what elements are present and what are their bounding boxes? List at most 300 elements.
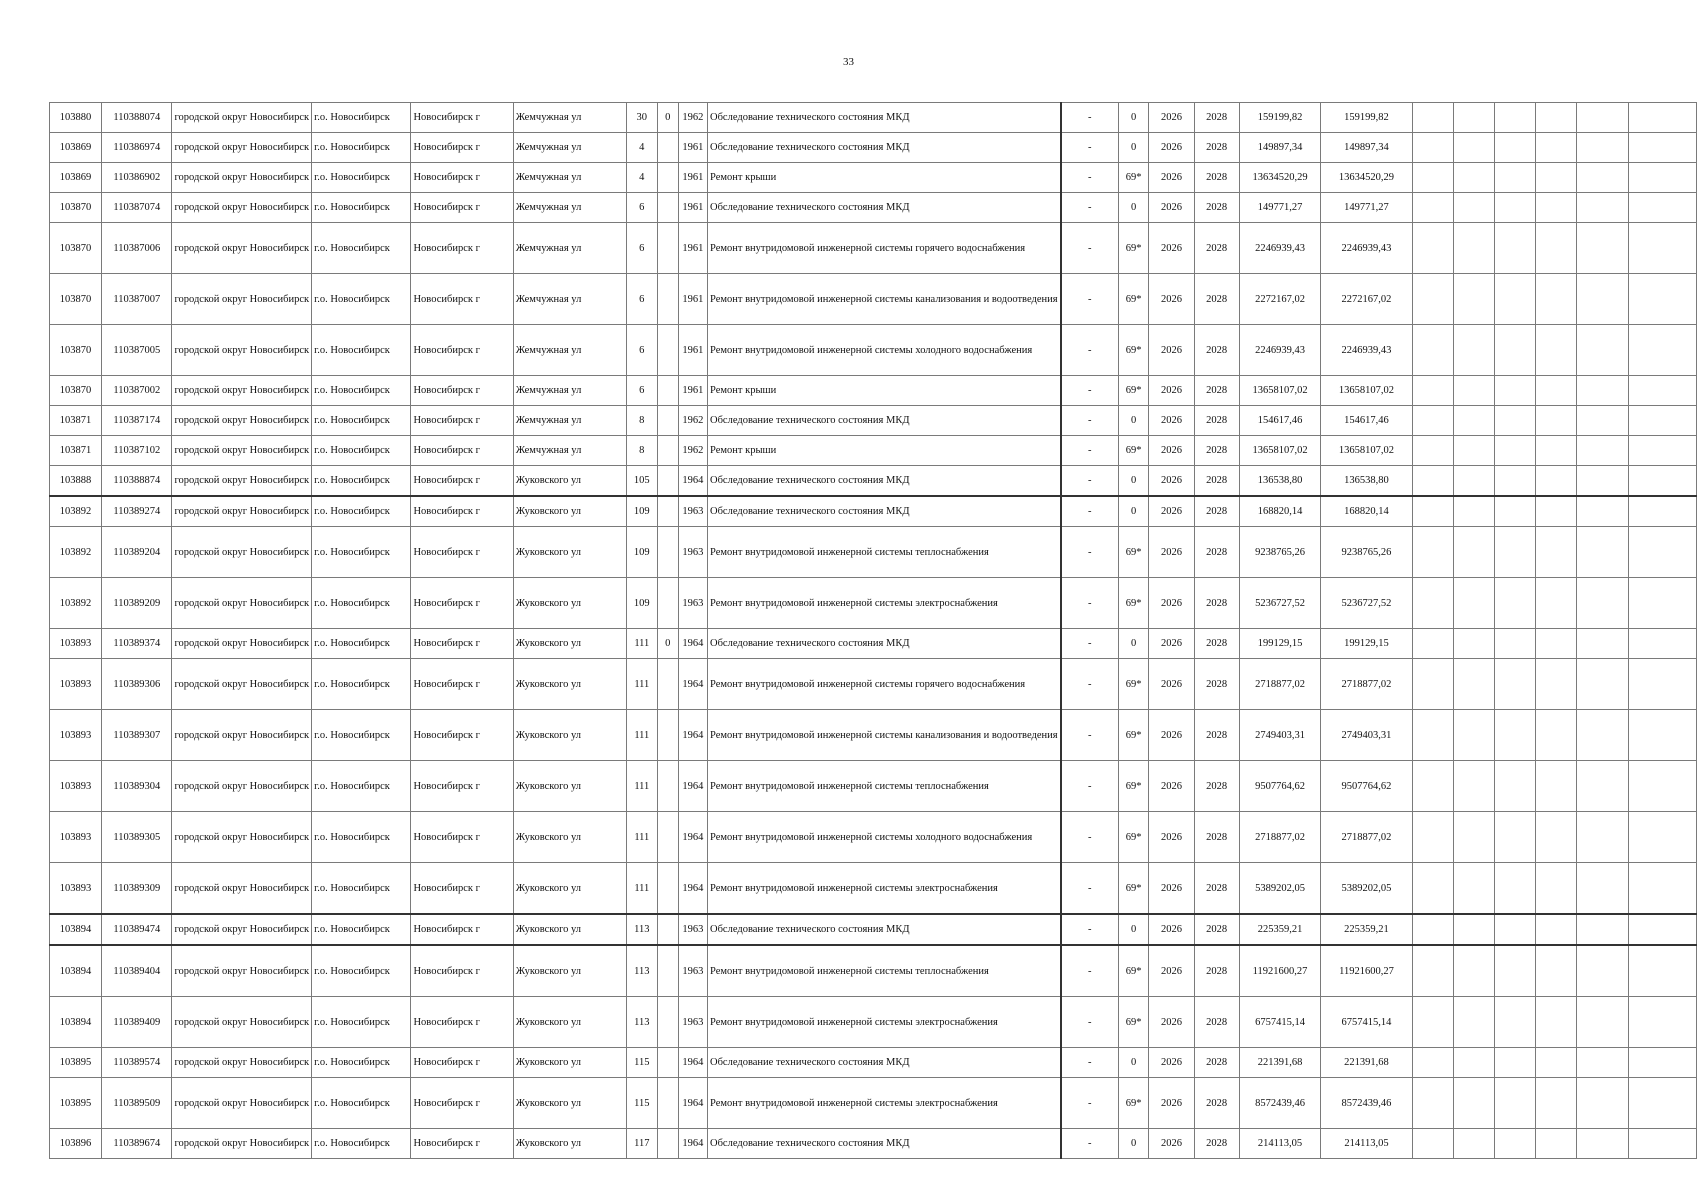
empty-cell: [1412, 325, 1453, 376]
end-year: 2028: [1194, 133, 1239, 163]
end-year: 2028: [1194, 163, 1239, 193]
city: Новосибирск г: [411, 133, 513, 163]
start-year: 2026: [1149, 914, 1194, 945]
building-number: [657, 659, 678, 710]
work-code: 110389509: [102, 1078, 172, 1129]
empty-cell: [1629, 710, 1697, 761]
work-type: Ремонт внутридомовой инженерной системы электроснабжения: [708, 1078, 1061, 1129]
empty-cell: [1453, 1048, 1494, 1078]
city: Новосибирск г: [411, 863, 513, 915]
street: Жемчужная ул: [513, 223, 626, 274]
total-cost: 214113,05: [1321, 1129, 1412, 1159]
street: Жуковского ул: [513, 863, 626, 915]
empty-cell: [1576, 436, 1629, 466]
empty-cell: [1535, 1129, 1576, 1159]
empty-cell: [1453, 914, 1494, 945]
end-year: 2028: [1194, 466, 1239, 497]
start-year: 2026: [1149, 466, 1194, 497]
build-year: 1964: [678, 1129, 707, 1159]
house-number: 117: [627, 1129, 658, 1159]
district: городской округ Новосибирск: [172, 496, 312, 527]
district: городской округ Новосибирск: [172, 1129, 312, 1159]
build-year: 1961: [678, 193, 707, 223]
empty-cell: [1535, 163, 1576, 193]
district: городской округ Новосибирск: [172, 659, 312, 710]
empty-cell: [1576, 193, 1629, 223]
house-number: 115: [627, 1048, 658, 1078]
start-year: 2026: [1149, 1048, 1194, 1078]
start-year: 2026: [1149, 133, 1194, 163]
empty-cell: [1453, 466, 1494, 497]
empty-cell: [1453, 103, 1494, 133]
empty-cell: [1412, 1078, 1453, 1129]
empty-cell: [1412, 527, 1453, 578]
dash-cell: -: [1061, 1129, 1119, 1159]
table-row: [50, 629, 1697, 659]
city: Новосибирск г: [411, 406, 513, 436]
building-number: 0: [657, 629, 678, 659]
empty-cell: [1576, 1129, 1629, 1159]
total-cost: 13658107,02: [1321, 436, 1412, 466]
total-cost: 2749403,31: [1321, 710, 1412, 761]
wear-percent: 69*: [1118, 945, 1149, 997]
build-year: 1962: [678, 436, 707, 466]
cost: 8572439,46: [1239, 1078, 1321, 1129]
work-code: 110389307: [102, 710, 172, 761]
build-year: 1963: [678, 945, 707, 997]
start-year: 2026: [1149, 812, 1194, 863]
empty-cell: [1576, 466, 1629, 497]
total-cost: 13658107,02: [1321, 376, 1412, 406]
empty-cell: [1412, 659, 1453, 710]
table-row: [50, 133, 1697, 163]
build-year: 1964: [678, 710, 707, 761]
street: Жуковского ул: [513, 629, 626, 659]
empty-cell: [1629, 914, 1697, 945]
empty-cell: [1629, 163, 1697, 193]
table-row: [50, 325, 1697, 376]
empty-cell: [1535, 761, 1576, 812]
wear-percent: 0: [1118, 914, 1149, 945]
row-id: 103880: [50, 103, 102, 133]
total-cost: 199129,15: [1321, 629, 1412, 659]
city: Новосибирск г: [411, 578, 513, 629]
end-year: 2028: [1194, 274, 1239, 325]
empty-cell: [1576, 659, 1629, 710]
empty-cell: [1535, 103, 1576, 133]
build-year: 1961: [678, 376, 707, 406]
end-year: 2028: [1194, 863, 1239, 915]
city: Новосибирск г: [411, 496, 513, 527]
empty-cell: [1412, 812, 1453, 863]
empty-cell: [1453, 325, 1494, 376]
total-cost: 6757415,14: [1321, 997, 1412, 1048]
empty-cell: [1576, 163, 1629, 193]
build-year: 1964: [678, 863, 707, 915]
empty-cell: [1629, 1048, 1697, 1078]
row-id: 103870: [50, 274, 102, 325]
dash-cell: -: [1061, 193, 1119, 223]
build-year: 1964: [678, 812, 707, 863]
total-cost: 2272167,02: [1321, 274, 1412, 325]
house-number: 8: [627, 436, 658, 466]
wear-percent: 69*: [1118, 274, 1149, 325]
wear-percent: 69*: [1118, 436, 1149, 466]
empty-cell: [1453, 376, 1494, 406]
city: Новосибирск г: [411, 629, 513, 659]
district: городской округ Новосибирск: [172, 274, 312, 325]
empty-cell: [1576, 406, 1629, 436]
dash-cell: -: [1061, 223, 1119, 274]
row-id: 103893: [50, 761, 102, 812]
house-number: 105: [627, 466, 658, 497]
work-type: Обследование технического состояния МКД: [708, 629, 1061, 659]
empty-cell: [1576, 710, 1629, 761]
total-cost: 159199,82: [1321, 103, 1412, 133]
row-id: 103895: [50, 1048, 102, 1078]
municipal-okrug: г.о. Новосибирск: [312, 1078, 411, 1129]
empty-cell: [1535, 133, 1576, 163]
wear-percent: 69*: [1118, 578, 1149, 629]
district: городской округ Новосибирск: [172, 945, 312, 997]
row-id: 103892: [50, 578, 102, 629]
cost: 9507764,62: [1239, 761, 1321, 812]
district: городской округ Новосибирск: [172, 997, 312, 1048]
house-number: 113: [627, 914, 658, 945]
empty-cell: [1494, 436, 1535, 466]
wear-percent: 0: [1118, 1129, 1149, 1159]
build-year: 1964: [678, 466, 707, 497]
empty-cell: [1453, 659, 1494, 710]
table-row: [50, 376, 1697, 406]
total-cost: 2246939,43: [1321, 223, 1412, 274]
city: Новосибирск г: [411, 997, 513, 1048]
end-year: 2028: [1194, 1129, 1239, 1159]
street: Жуковского ул: [513, 812, 626, 863]
row-id: 103893: [50, 659, 102, 710]
row-id: 103894: [50, 945, 102, 997]
district: городской округ Новосибирск: [172, 527, 312, 578]
empty-cell: [1412, 1048, 1453, 1078]
empty-cell: [1629, 406, 1697, 436]
work-type: Ремонт внутридомовой инженерной системы холодного водоснабжения: [708, 325, 1061, 376]
district: городской округ Новосибирск: [172, 133, 312, 163]
work-code: 110389574: [102, 1048, 172, 1078]
district: городской округ Новосибирск: [172, 1078, 312, 1129]
municipal-okrug: г.о. Новосибирск: [312, 527, 411, 578]
street: Жемчужная ул: [513, 103, 626, 133]
table-row: [50, 163, 1697, 193]
empty-cell: [1535, 436, 1576, 466]
empty-cell: [1494, 914, 1535, 945]
empty-cell: [1535, 466, 1576, 497]
municipal-okrug: г.о. Новосибирск: [312, 436, 411, 466]
cost: 6757415,14: [1239, 997, 1321, 1048]
start-year: 2026: [1149, 163, 1194, 193]
work-code: 110386902: [102, 163, 172, 193]
building-number: [657, 274, 678, 325]
empty-cell: [1629, 436, 1697, 466]
empty-cell: [1629, 997, 1697, 1048]
street: Жемчужная ул: [513, 406, 626, 436]
table-row: [50, 578, 1697, 629]
dash-cell: -: [1061, 325, 1119, 376]
house-number: 111: [627, 659, 658, 710]
build-year: 1963: [678, 578, 707, 629]
row-id: 103895: [50, 1078, 102, 1129]
municipal-okrug: г.о. Новосибирск: [312, 578, 411, 629]
end-year: 2028: [1194, 436, 1239, 466]
city: Новосибирск г: [411, 376, 513, 406]
row-id: 103893: [50, 629, 102, 659]
city: Новосибирск г: [411, 223, 513, 274]
build-year: 1963: [678, 496, 707, 527]
house-number: 111: [627, 812, 658, 863]
city: Новосибирск г: [411, 325, 513, 376]
building-number: [657, 163, 678, 193]
municipal-okrug: г.о. Новосибирск: [312, 629, 411, 659]
building-number: [657, 1129, 678, 1159]
dash-cell: -: [1061, 436, 1119, 466]
district: городской округ Новосибирск: [172, 376, 312, 406]
empty-cell: [1576, 1048, 1629, 1078]
work-type: Обследование технического состояния МКД: [708, 103, 1061, 133]
empty-cell: [1453, 710, 1494, 761]
empty-cell: [1576, 629, 1629, 659]
cost: 225359,21: [1239, 914, 1321, 945]
work-code: 110387005: [102, 325, 172, 376]
work-type: Ремонт внутридомовой инженерной системы теплоснабжения: [708, 761, 1061, 812]
work-code: 110389274: [102, 496, 172, 527]
empty-cell: [1629, 466, 1697, 497]
build-year: 1963: [678, 997, 707, 1048]
cost: 2718877,02: [1239, 812, 1321, 863]
empty-cell: [1494, 1129, 1535, 1159]
city: Новосибирск г: [411, 193, 513, 223]
build-year: 1964: [678, 1078, 707, 1129]
house-number: 6: [627, 193, 658, 223]
empty-cell: [1535, 223, 1576, 274]
row-id: 103894: [50, 997, 102, 1048]
empty-cell: [1494, 945, 1535, 997]
house-number: 109: [627, 496, 658, 527]
empty-cell: [1576, 223, 1629, 274]
work-code: 110389306: [102, 659, 172, 710]
work-code: 110387102: [102, 436, 172, 466]
end-year: 2028: [1194, 710, 1239, 761]
total-cost: 5389202,05: [1321, 863, 1412, 915]
work-code: 110389309: [102, 863, 172, 915]
municipal-okrug: г.о. Новосибирск: [312, 496, 411, 527]
table-row: [50, 496, 1697, 527]
building-number: 0: [657, 103, 678, 133]
work-type: Ремонт внутридомовой инженерной системы электроснабжения: [708, 997, 1061, 1048]
wear-percent: 69*: [1118, 812, 1149, 863]
dash-cell: -: [1061, 997, 1119, 1048]
municipal-okrug: г.о. Новосибирск: [312, 945, 411, 997]
house-number: 30: [627, 103, 658, 133]
empty-cell: [1576, 914, 1629, 945]
empty-cell: [1453, 436, 1494, 466]
empty-cell: [1494, 629, 1535, 659]
cost: 13658107,02: [1239, 436, 1321, 466]
empty-cell: [1494, 406, 1535, 436]
empty-cell: [1535, 325, 1576, 376]
wear-percent: 69*: [1118, 863, 1149, 915]
street: Жуковского ул: [513, 997, 626, 1048]
street: Жуковского ул: [513, 578, 626, 629]
empty-cell: [1576, 274, 1629, 325]
build-year: 1961: [678, 163, 707, 193]
empty-cell: [1494, 997, 1535, 1048]
cost: 2749403,31: [1239, 710, 1321, 761]
empty-cell: [1535, 406, 1576, 436]
table-row: [50, 103, 1697, 133]
empty-cell: [1494, 193, 1535, 223]
cost: 154617,46: [1239, 406, 1321, 436]
page-number: 33: [843, 56, 854, 68]
empty-cell: [1629, 496, 1697, 527]
start-year: 2026: [1149, 436, 1194, 466]
total-cost: 5236727,52: [1321, 578, 1412, 629]
work-code: 110388874: [102, 466, 172, 497]
total-cost: 149897,34: [1321, 133, 1412, 163]
empty-cell: [1412, 406, 1453, 436]
end-year: 2028: [1194, 527, 1239, 578]
empty-cell: [1412, 761, 1453, 812]
build-year: 1963: [678, 527, 707, 578]
house-number: 8: [627, 406, 658, 436]
work-code: 110387174: [102, 406, 172, 436]
municipal-okrug: г.о. Новосибирск: [312, 1048, 411, 1078]
empty-cell: [1535, 659, 1576, 710]
district: городской округ Новосибирск: [172, 193, 312, 223]
dash-cell: -: [1061, 103, 1119, 133]
cost: 149897,34: [1239, 133, 1321, 163]
end-year: 2028: [1194, 376, 1239, 406]
empty-cell: [1453, 193, 1494, 223]
start-year: 2026: [1149, 1129, 1194, 1159]
empty-cell: [1629, 325, 1697, 376]
cost: 13658107,02: [1239, 376, 1321, 406]
dash-cell: -: [1061, 945, 1119, 997]
district: городской округ Новосибирск: [172, 863, 312, 915]
empty-cell: [1412, 376, 1453, 406]
building-number: [657, 761, 678, 812]
district: городской округ Новосибирск: [172, 578, 312, 629]
empty-cell: [1494, 163, 1535, 193]
empty-cell: [1576, 527, 1629, 578]
empty-cell: [1576, 133, 1629, 163]
dash-cell: -: [1061, 1048, 1119, 1078]
start-year: 2026: [1149, 274, 1194, 325]
end-year: 2028: [1194, 1078, 1239, 1129]
cost: 13634520,29: [1239, 163, 1321, 193]
street: Жуковского ул: [513, 496, 626, 527]
start-year: 2026: [1149, 406, 1194, 436]
work-type: Ремонт внутридомовой инженерной системы канализования и водоотведения: [708, 274, 1061, 325]
empty-cell: [1494, 325, 1535, 376]
empty-cell: [1412, 997, 1453, 1048]
row-id: 103893: [50, 863, 102, 915]
empty-cell: [1412, 496, 1453, 527]
wear-percent: 0: [1118, 406, 1149, 436]
empty-cell: [1494, 376, 1535, 406]
start-year: 2026: [1149, 223, 1194, 274]
empty-cell: [1576, 812, 1629, 863]
start-year: 2026: [1149, 103, 1194, 133]
total-cost: 9238765,26: [1321, 527, 1412, 578]
street: Жуковского ул: [513, 914, 626, 945]
empty-cell: [1412, 710, 1453, 761]
start-year: 2026: [1149, 578, 1194, 629]
end-year: 2028: [1194, 325, 1239, 376]
work-type: Обследование технического состояния МКД: [708, 406, 1061, 436]
work-type: Обследование технического состояния МКД: [708, 1048, 1061, 1078]
building-number: [657, 812, 678, 863]
empty-cell: [1453, 163, 1494, 193]
end-year: 2028: [1194, 578, 1239, 629]
end-year: 2028: [1194, 193, 1239, 223]
city: Новосибирск г: [411, 761, 513, 812]
table-row: [50, 914, 1697, 945]
work-type: Обследование технического состояния МКД: [708, 466, 1061, 497]
city: Новосибирск г: [411, 274, 513, 325]
dash-cell: -: [1061, 629, 1119, 659]
cost: 136538,80: [1239, 466, 1321, 497]
build-year: 1964: [678, 629, 707, 659]
empty-cell: [1494, 223, 1535, 274]
empty-cell: [1453, 1078, 1494, 1129]
building-number: [657, 496, 678, 527]
dash-cell: -: [1061, 376, 1119, 406]
empty-cell: [1494, 274, 1535, 325]
end-year: 2028: [1194, 659, 1239, 710]
wear-percent: 69*: [1118, 1078, 1149, 1129]
start-year: 2026: [1149, 325, 1194, 376]
building-number: [657, 466, 678, 497]
dash-cell: -: [1061, 761, 1119, 812]
building-number: [657, 223, 678, 274]
empty-cell: [1412, 1129, 1453, 1159]
city: Новосибирск г: [411, 103, 513, 133]
work-type: Обследование технического состояния МКД: [708, 496, 1061, 527]
district: городской округ Новосибирск: [172, 761, 312, 812]
table-row: [50, 436, 1697, 466]
start-year: 2026: [1149, 761, 1194, 812]
house-number: 111: [627, 710, 658, 761]
dash-cell: -: [1061, 406, 1119, 436]
build-year: 1964: [678, 659, 707, 710]
empty-cell: [1535, 193, 1576, 223]
building-number: [657, 406, 678, 436]
dash-cell: -: [1061, 163, 1119, 193]
row-id: 103896: [50, 1129, 102, 1159]
district: городской округ Новосибирск: [172, 1048, 312, 1078]
wear-percent: 0: [1118, 496, 1149, 527]
street: Жуковского ул: [513, 659, 626, 710]
city: Новосибирск г: [411, 659, 513, 710]
work-code: 110389305: [102, 812, 172, 863]
table-row: [50, 466, 1697, 497]
cost: 9238765,26: [1239, 527, 1321, 578]
city: Новосибирск г: [411, 1078, 513, 1129]
end-year: 2028: [1194, 629, 1239, 659]
empty-cell: [1629, 223, 1697, 274]
wear-percent: 69*: [1118, 710, 1149, 761]
empty-cell: [1494, 659, 1535, 710]
house-number: 113: [627, 945, 658, 997]
